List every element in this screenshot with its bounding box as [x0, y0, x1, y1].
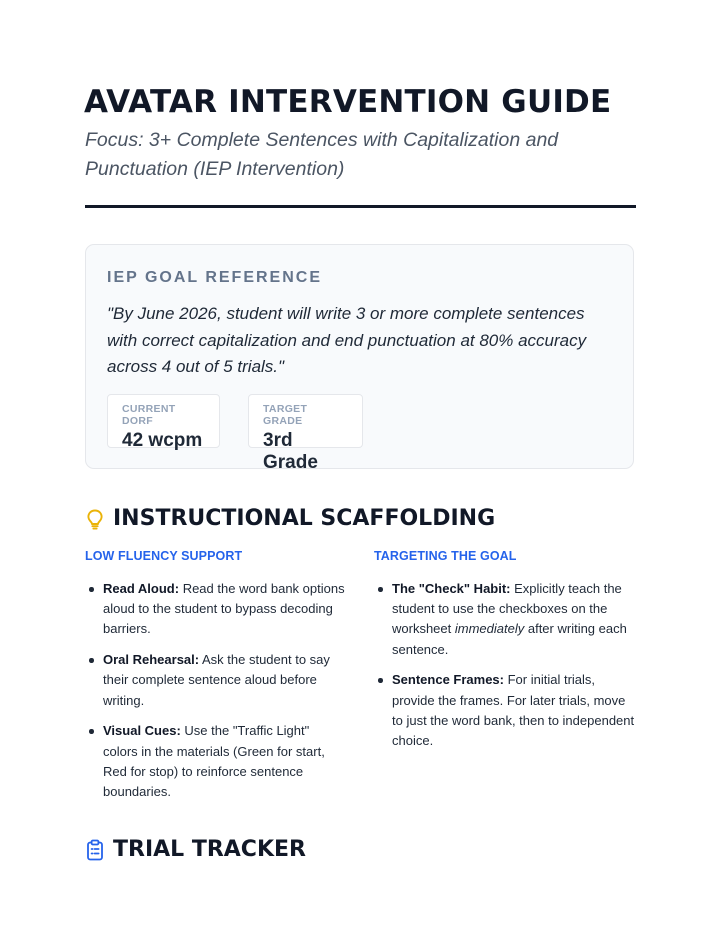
section-title-text: INSTRUCTIONAL SCAFFOLDING [113, 506, 496, 531]
item-emphasis: immediately [454, 621, 525, 637]
page-title: AVATAR INTERVENTION GUIDE [84, 84, 612, 120]
targeting-goal-list [374, 579, 636, 762]
list-item [85, 650, 347, 711]
goal-quote: "By June 2026, student will write 3 or more complete sentences with correct capitalization and end punctuation at 80% accuracy across 4 out of 5 trials." [107, 304, 587, 376]
item-text: Ask the student to say their complete sentence aloud before writing. [103, 652, 330, 708]
item-text: For initial trials, provide the frames. For later trials, move to just the word bank, then to independent choice. [392, 672, 635, 749]
stat-value: 42 wcpm [122, 430, 203, 451]
trial-tracker-section-title [85, 837, 306, 862]
scaffolding-section-title [85, 506, 495, 531]
stat-value: 3rd Grade [263, 430, 318, 473]
item-text: Use the "Traffic Light" colors in the materials (Green for start, Red for stop) to reinforce sentence boundaries. [103, 723, 325, 800]
stat-label: TARGET GRADE [263, 403, 308, 427]
item-text: Explicitly teach the student to use the checkboxes on the worksheet [392, 581, 622, 637]
item-lead: Visual Cues: [103, 723, 181, 739]
stat-label: CURRENT DORF [122, 403, 176, 427]
header-divider [85, 205, 636, 208]
item-lead: Oral Rehearsal: [103, 652, 200, 668]
item-text: Read the word bank options aloud to the student to bypass decoding barriers. [103, 581, 345, 637]
section-title-text: TRIAL TRACKER [113, 837, 306, 862]
list-item [374, 579, 636, 660]
stat-target-grade [248, 394, 363, 473]
stat-current-dorf [107, 394, 220, 451]
lightbulb-icon [85, 508, 105, 530]
iep-goal-card [85, 244, 634, 473]
item-lead: The "Check" Habit: [392, 581, 511, 596]
item-lead: Read Aloud: [103, 581, 180, 596]
list-item [85, 579, 347, 640]
page-subtitle: Focus: 3+ Complete Sentences with Capitalization and Punctuation (IEP Intervention) [85, 129, 559, 180]
low-fluency-heading: LOW FLUENCY SUPPORT [85, 549, 243, 563]
goal-heading: IEP GOAL REFERENCE [107, 269, 322, 286]
list-item [85, 721, 347, 802]
item-text: after writing each sentence. [392, 621, 627, 657]
clipboard-icon [85, 839, 105, 861]
item-lead: Sentence Frames: [392, 672, 504, 688]
targeting-goal-heading: TARGETING THE GOAL [374, 549, 517, 563]
list-item [374, 670, 636, 751]
low-fluency-list [85, 579, 347, 813]
